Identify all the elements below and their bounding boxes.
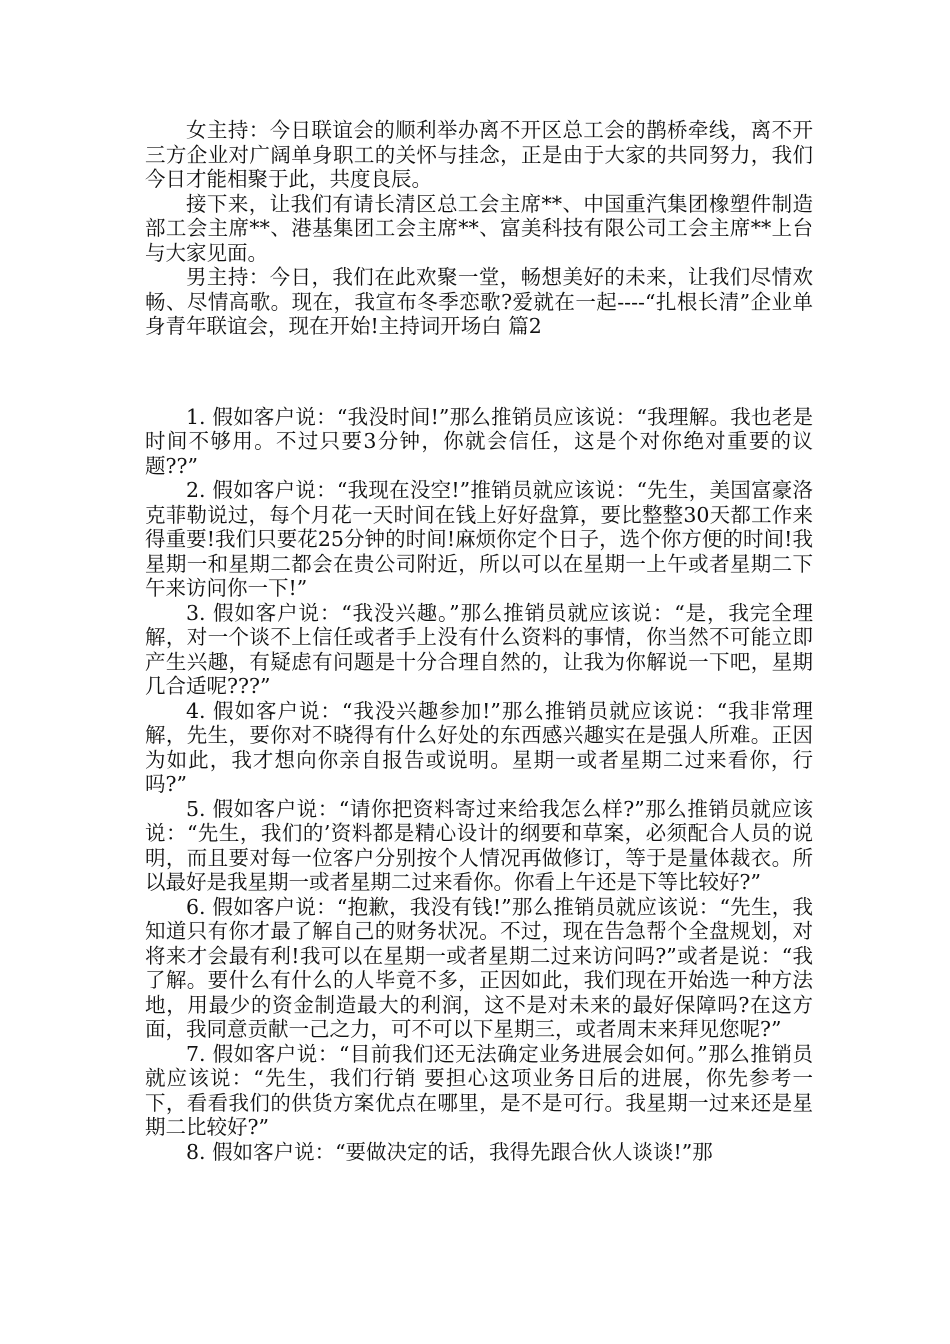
paragraph-response-2: 2. 假如客户说：“我现在没空!”推销员就应该说：“先生，美国富豪洛克菲勒说过，每个月花一天时间在钱上好好盘算，要比整整30天都工作来得重要!我们只要花25分钟的时间!麻烦你定个日子，选个你方便的时间!我星期一和星期二都会在贵公司附近，所以可以在星期一上午或者星期二下午来访问你一下!” bbox=[145, 478, 813, 600]
paragraph-female-host: 女主持：今日联谊会的顺利举办离不开区总工会的鹊桥牵线，离不开三方企业对广阔单身职工的关怀与挂念，正是由于大家的共同努力，我们今日才能相聚于此，共度良辰。 bbox=[145, 118, 813, 191]
paragraph-male-host: 男主持：今日，我们在此欢聚一堂，畅想美好的未来，让我们尽情欢畅、尽情高歌。现在，我宣布冬季恋歌?爱就在一起----“扎根长清”企业单身青年联谊会，现在开始!主持词开场白 篇2 bbox=[145, 265, 813, 338]
paragraph-response-4: 4. 假如客户说：“我没兴趣参加!”那么推销员就应该说：“我非常理解，先生，要你对不晓得有什么好处的东西感兴趣实在是强人所难。正因为如此，我才想向你亲自报告或说明。星期一或者星期二过来看你，行吗?” bbox=[145, 698, 813, 796]
paragraph-introduction: 接下来，让我们有请长清区总工会主席**、中国重汽集团橡塑件制造部工会主席**、港基集团工会主席**、富美科技有限公司工会主席**上台与大家见面。 bbox=[145, 191, 813, 265]
paragraph-response-7: 7. 假如客户说：“目前我们还无法确定业务进展会如何。”那么推销员就应该说：“先生，我们行销 要担心这项业务日后的进展，你先参考一下，看看我们的供货方案优点在哪里，是不是可行。我星期一过来还是星期二比较好?” bbox=[145, 1041, 813, 1139]
paragraph-response-3: 3. 假如客户说：“我没兴趣。”那么推销员就应该说：“是，我完全理解，对一个谈不上信任或者手上没有什么资料的事情，你当然不可能立即产生兴趣，有疑虑有问题是十分合理自然的，让我为你解说一下吧，星期几合适呢???” bbox=[145, 600, 813, 698]
sales-responses-section bbox=[145, 405, 813, 1165]
section-gap bbox=[145, 339, 813, 405]
document-page bbox=[145, 118, 813, 1164]
paragraph-response-8: 8. 假如客户说：“要做决定的话，我得先跟合伙人谈谈!”那 bbox=[186, 1139, 713, 1164]
paragraph-response-1: 1. 假如客户说：“我没时间!”那么推销员应该说：“我理解。我也老是时间不够用。不过只要3分钟，你就会信任，这是个对你绝对重要的议题??” bbox=[145, 404, 813, 478]
host-script-section bbox=[145, 118, 813, 339]
paragraph-response-5: 5. 假如客户说：“请你把资料寄过来给我怎么样?”那么推销员就应该说：“先生，我们的’资料都是精心设计的纲要和草案，必须配合人员的说明，而且要对每一位客户分别按个人情况再做修订，等于是量体裁衣。所以最好是我星期一或者星期二过来看你。你看上午还是下等比较好?” bbox=[145, 796, 813, 894]
paragraph-response-6: 6. 假如客户说：“抱歉，我没有钱!”那么推销员就应该说：“先生，我知道只有你才最了解自己的财务状况。不过，现在告急帮个全盘规划，对将来才会最有利!我可以在星期一或者星期二过来访问吗?”或者是说：“我了解。要什么有什么的人毕竟不多，正因如此，我们现在开始选一种方法地，用最少的资金制造最大的利润，这不是对未来的最好保障吗?在这方面，我同意贡献一己之力，可不可以下星期三，或者周末来拜见您呢?” bbox=[145, 894, 813, 1041]
